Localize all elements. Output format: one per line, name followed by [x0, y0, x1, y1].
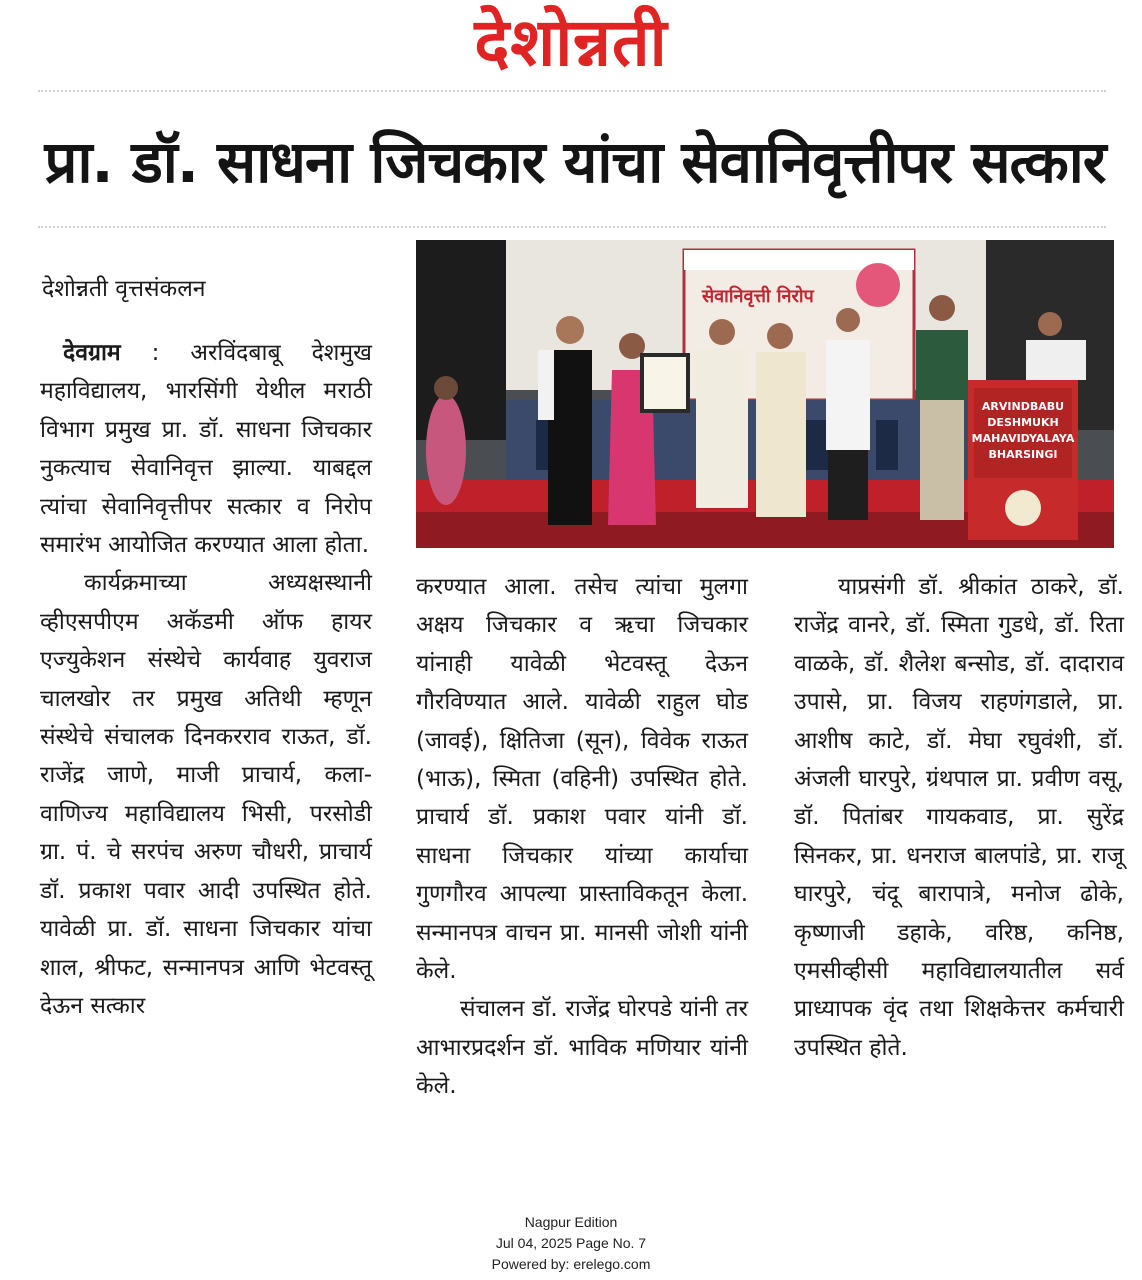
- lead-text: अरविंदबाबू देशमुख महाविद्यालय, भारसिंगी येथील मराठी विभाग प्रमुख प्रा. डॉ. साधना जिचकार नुकत्याच सेवानिवृत्त झाल्या. याबद्दल त्यांचा सेवानिवृत्तीपर सत्कार व निरोप समारंभ आयोजित करण्यात आला होता.: [40, 340, 372, 559]
- headline-divider: [38, 226, 1106, 228]
- event-photo: [416, 240, 1114, 548]
- paragraph: कार्यक्रमाच्या अध्यक्षस्थानी व्हीएसपीएम अकॅडमी ऑफ हायर एज्युकेशन संस्थेचे कार्यवाह युवराज चालखोर तर प्रमुख अतिथी म्हणून संस्थेचे संचालक दिनकरराव राऊत, डॉ. राजेंद्र जाणे, माजी प्राचार्य, कला-वाणिज्य महाविद्यालय भिसी, परसोडी ग्रा. पं. चे सरपंच अरुण चौधरी, प्राचार्य डॉ. प्रकाश पवार आदी उपस्थित होते. यावेळी प्रा. डॉ. साधना जिचकार यांचा शाल, श्रीफट, सन्मानपत्र आणि भेटवस्तू देऊन सत्कार: [40, 570, 372, 1019]
- byline: देशोन्नती वृत्तसंकलन: [42, 276, 206, 302]
- edition-label: Nagpur Edition: [524, 1214, 618, 1230]
- event-photo-illustration: [416, 240, 1114, 548]
- article-column-1: [40, 334, 372, 1025]
- banner-title: सेवानिवृत्ती निरोप: [702, 286, 814, 307]
- podium-line-4: BHARSINGI: [988, 448, 1058, 461]
- dateline-separator: :: [120, 340, 191, 366]
- date-page-label: Jul 04, 2025 Page No. 7: [495, 1235, 647, 1251]
- newspaper-logo: देशोन्नती: [474, 4, 668, 81]
- masthead-divider: [38, 90, 1106, 92]
- lead-paragraph: [40, 334, 372, 564]
- powered-by-label: Powered by: erelego.com: [491, 1256, 651, 1272]
- article-column-2: [416, 568, 748, 1106]
- podium-line-2: DESHMUKH: [987, 416, 1059, 429]
- page-footer: [0, 1212, 1142, 1275]
- paragraph: याप्रसंगी डॉ. श्रीकांत ठाकरे, डॉ. राजेंद्र वानरे, डॉ. स्मिता गुडधे, डॉ. रिता वाळके, डॉ. शैलेश बन्सोड, डॉ. दादाराव उपासे, प्रा. विजय राहणंगडाले, प्रा. आशीष काटे, डॉ. मेघा रघुवंशी, डॉ. अंजली घारपुरे, ग्रंथपाल प्रा. प्रवीण वसू, डॉ. पितांबर गायकवाड, प्रा. सुरेंद्र सिनकर, प्रा. धनराज बालपांडे, प्रा. राजू घारपुरे, चंदू बारापात्रे, मनोज ढोके, कृष्णाजी डहाके, वरिष्ठ, कनिष्ठ, एमसीव्हीसी महाविद्यालयातील सर्व प्राध्यापक वृंद तथा शिक्षकेत्तर कर्मचारी उपस्थित होते.: [794, 574, 1124, 1061]
- podium-line-1: ARVINDBABU: [981, 400, 1065, 413]
- dateline: देवग्राम: [63, 340, 121, 366]
- article-headline: प्रा. डॉ. साधना जिचकार यांचा सेवानिवृत्तीपर सत्कार: [44, 128, 1106, 196]
- paragraph: संचालन डॉ. राजेंद्र घोरपडे यांनी तर आभारप्रदर्शन डॉ. भाविक मणियार यांनी केले.: [416, 996, 748, 1100]
- podium-line-3: MAHAVIDYALAYA: [971, 432, 1075, 445]
- paragraph: करण्यात आला. तसेच त्यांचा मुलगा अक्षय जिचकार व ऋचा जिचकार यांनाही यावेळी भेटवस्तू देऊन गौरविण्यात आले. यावेळी राहुल घोड (जावई), क्षितिजा (सून), विवेक राऊत (भाऊ), स्मिता (वहिनी) उपस्थित होते. प्राचार्य डॉ. प्रकाश पवार यांनी डॉ. साधना जिचकार यांच्या कार्याचा गुणगौरव आपल्या प्रास्ताविकतून केला. सन्मानपत्र वाचन प्रा. मानसी जोशी यांनी केले.: [416, 574, 748, 985]
- article-column-3: [794, 568, 1124, 1067]
- college-emblem: [1005, 490, 1041, 526]
- masthead: [0, 0, 1142, 88]
